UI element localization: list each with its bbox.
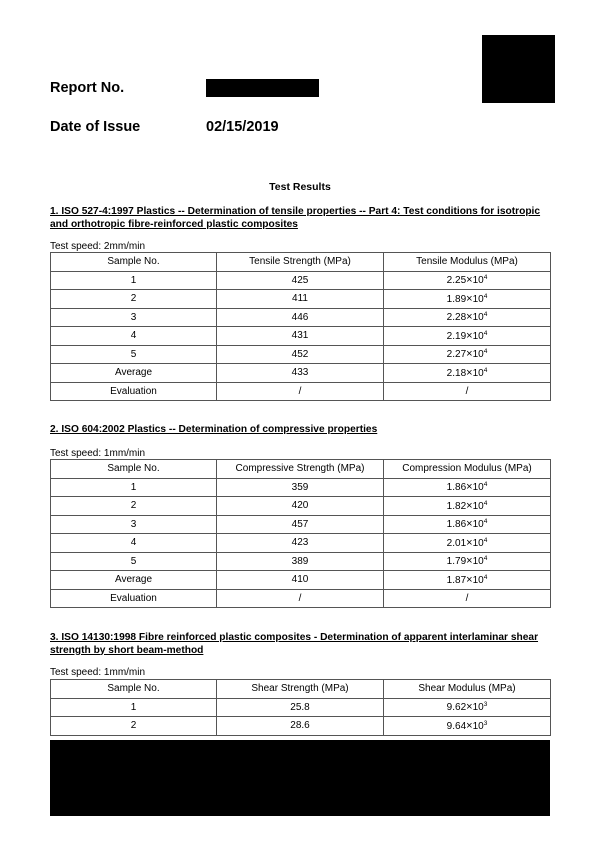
table-row [51, 271, 551, 290]
column-header: Sample No. [51, 680, 217, 699]
table-row [51, 345, 551, 364]
column-header: Tensile Strength (MPa) [217, 253, 384, 272]
modulus-exponent: 4 [483, 499, 488, 507]
column-header: Shear Strength (MPa) [217, 680, 384, 699]
table-row [51, 308, 551, 327]
times-symbol: × [466, 536, 473, 549]
modulus-mantissa: 1.87 [446, 574, 467, 586]
column-header: Tensile Modulus (MPa) [384, 253, 551, 272]
sample-number-cell: 2 [51, 497, 217, 516]
redacted-logo [482, 35, 555, 103]
times-symbol: × [466, 329, 473, 342]
modulus-mantissa: 2.27 [446, 349, 467, 361]
modulus-cell [384, 364, 551, 383]
sample-number-cell: 1 [51, 478, 217, 497]
modulus-mantissa: 1.86 [446, 519, 467, 531]
results-table [50, 252, 551, 401]
modulus-mantissa: 2.28 [446, 312, 467, 324]
times-symbol: × [466, 311, 473, 324]
sample-number-cell: 1 [51, 698, 217, 717]
base-ten: 10 [472, 349, 484, 361]
times-symbol: × [466, 366, 473, 379]
table-row [51, 552, 551, 571]
evaluation-row [51, 589, 551, 608]
modulus-exponent: 4 [483, 573, 488, 581]
times-symbol: × [466, 481, 473, 494]
document-title: Test Results [269, 181, 331, 193]
column-header: Sample No. [51, 460, 217, 479]
modulus-mantissa: 1.89 [446, 293, 467, 305]
modulus-cell [384, 345, 551, 364]
report-number-label: Report No. [50, 80, 125, 96]
strength-cell: 433 [217, 364, 384, 383]
strength-cell: 425 [217, 271, 384, 290]
modulus-mantissa: 2.18 [446, 367, 467, 379]
strength-cell: 25.8 [217, 698, 384, 717]
base-ten: 10 [472, 500, 484, 512]
sample-number-cell: 3 [51, 515, 217, 534]
table-header-row [51, 680, 551, 699]
sample-number-cell: 4 [51, 534, 217, 553]
strength-cell: 452 [217, 345, 384, 364]
table-row [51, 571, 551, 590]
table-row [51, 497, 551, 516]
table-header-row [51, 253, 551, 272]
strength-cell: 410 [217, 571, 384, 590]
sample-number-cell: 4 [51, 327, 217, 346]
modulus-exponent: 4 [483, 481, 488, 489]
column-header: Compression Modulus (MPa) [384, 460, 551, 479]
sample-number-cell: 5 [51, 345, 217, 364]
modulus-mantissa: 2.25 [446, 275, 467, 287]
evaluation-strength: / [217, 382, 384, 401]
sample-number-cell: Average [51, 364, 217, 383]
times-symbol: × [466, 719, 473, 732]
strength-cell: 389 [217, 552, 384, 571]
times-symbol: × [466, 573, 473, 586]
table-row [51, 698, 551, 717]
times-symbol: × [466, 499, 473, 512]
modulus-exponent: 4 [483, 329, 488, 337]
section-title: 2. ISO 604:2002 Plastics -- Determination of compressive properties [50, 424, 378, 435]
table-row [51, 327, 551, 346]
table-row [51, 717, 551, 736]
base-ten: 10 [472, 330, 484, 342]
modulus-exponent: 4 [483, 518, 488, 526]
evaluation-modulus: / [384, 382, 551, 401]
sample-number-cell: 3 [51, 308, 217, 327]
modulus-mantissa: 2.19 [446, 330, 467, 342]
times-symbol: × [466, 555, 473, 568]
modulus-exponent: 4 [483, 311, 488, 319]
redacted-block [50, 740, 550, 816]
strength-cell: 420 [217, 497, 384, 516]
table-row [51, 515, 551, 534]
test-speed: Test speed: 1mm/min [50, 448, 146, 459]
evaluation-modulus: / [384, 589, 551, 608]
modulus-exponent: 4 [483, 274, 488, 282]
base-ten: 10 [472, 293, 484, 305]
modulus-exponent: 4 [483, 555, 488, 563]
modulus-exponent: 4 [483, 366, 488, 374]
modulus-cell [384, 497, 551, 516]
base-ten: 10 [472, 537, 484, 549]
base-ten: 10 [472, 367, 484, 379]
modulus-cell [384, 571, 551, 590]
modulus-mantissa: 9.64 [446, 720, 467, 732]
evaluation-strength: / [217, 589, 384, 608]
results-table [50, 459, 551, 608]
sample-number-cell: 2 [51, 290, 217, 309]
modulus-cell [384, 290, 551, 309]
times-symbol: × [466, 348, 473, 361]
base-ten: 10 [472, 275, 484, 287]
modulus-exponent: 4 [483, 348, 488, 356]
section-title: 1. ISO 527-4:1997 Plastics -- Determination of tensile properties -- Part 4: Test conditions for isotropic and orthotropic fibre-reinforced plastic composites [50, 206, 541, 230]
modulus-exponent: 4 [483, 292, 488, 300]
section-title: 3. ISO 14130:1998 Fibre reinforced plastic composites - Determination of apparent interlaminar shear strength by short beam-method [50, 632, 539, 656]
base-ten: 10 [472, 519, 484, 531]
base-ten: 10 [472, 312, 484, 324]
modulus-mantissa: 1.86 [446, 482, 467, 494]
column-header: Compressive Strength (MPa) [217, 460, 384, 479]
modulus-mantissa: 1.79 [446, 556, 467, 568]
strength-cell: 457 [217, 515, 384, 534]
modulus-cell [384, 327, 551, 346]
strength-cell: 431 [217, 327, 384, 346]
redacted-report-number [206, 79, 319, 97]
times-symbol: × [466, 274, 473, 287]
test-speed: Test speed: 2mm/min [50, 241, 146, 252]
times-symbol: × [466, 518, 473, 531]
strength-cell: 446 [217, 308, 384, 327]
evaluation-label: Evaluation [51, 589, 217, 608]
modulus-cell [384, 717, 551, 736]
modulus-cell [384, 552, 551, 571]
base-ten: 10 [472, 556, 484, 568]
table-row [51, 478, 551, 497]
sample-number-cell: 1 [51, 271, 217, 290]
table-row [51, 364, 551, 383]
strength-cell: 359 [217, 478, 384, 497]
modulus-cell [384, 534, 551, 553]
strength-cell: 423 [217, 534, 384, 553]
base-ten: 10 [472, 702, 484, 714]
times-symbol: × [466, 701, 473, 714]
modulus-mantissa: 2.01 [446, 537, 467, 549]
evaluation-label: Evaluation [51, 382, 217, 401]
table-row [51, 534, 551, 553]
modulus-exponent: 3 [483, 701, 488, 709]
times-symbol: × [466, 292, 473, 305]
modulus-exponent: 3 [483, 719, 488, 727]
modulus-mantissa: 1.82 [446, 500, 467, 512]
sample-number-cell: 2 [51, 717, 217, 736]
modulus-cell [384, 698, 551, 717]
column-header: Sample No. [51, 253, 217, 272]
modulus-cell [384, 478, 551, 497]
results-table [50, 679, 551, 736]
sample-number-cell: Average [51, 571, 217, 590]
sample-number-cell: 5 [51, 552, 217, 571]
evaluation-row [51, 382, 551, 401]
date-of-issue-label: Date of Issue [50, 119, 141, 135]
test-speed: Test speed: 1mm/min [50, 667, 146, 678]
strength-cell: 28.6 [217, 717, 384, 736]
modulus-cell [384, 308, 551, 327]
table-header-row [51, 460, 551, 479]
modulus-cell [384, 271, 551, 290]
modulus-mantissa: 9.62 [446, 702, 467, 714]
date-of-issue-value: 02/15/2019 [206, 119, 279, 135]
modulus-cell [384, 515, 551, 534]
base-ten: 10 [472, 482, 484, 494]
modulus-exponent: 4 [483, 536, 488, 544]
base-ten: 10 [472, 720, 484, 732]
base-ten: 10 [472, 574, 484, 586]
column-header: Shear Modulus (MPa) [384, 680, 551, 699]
table-row [51, 290, 551, 309]
strength-cell: 411 [217, 290, 384, 309]
